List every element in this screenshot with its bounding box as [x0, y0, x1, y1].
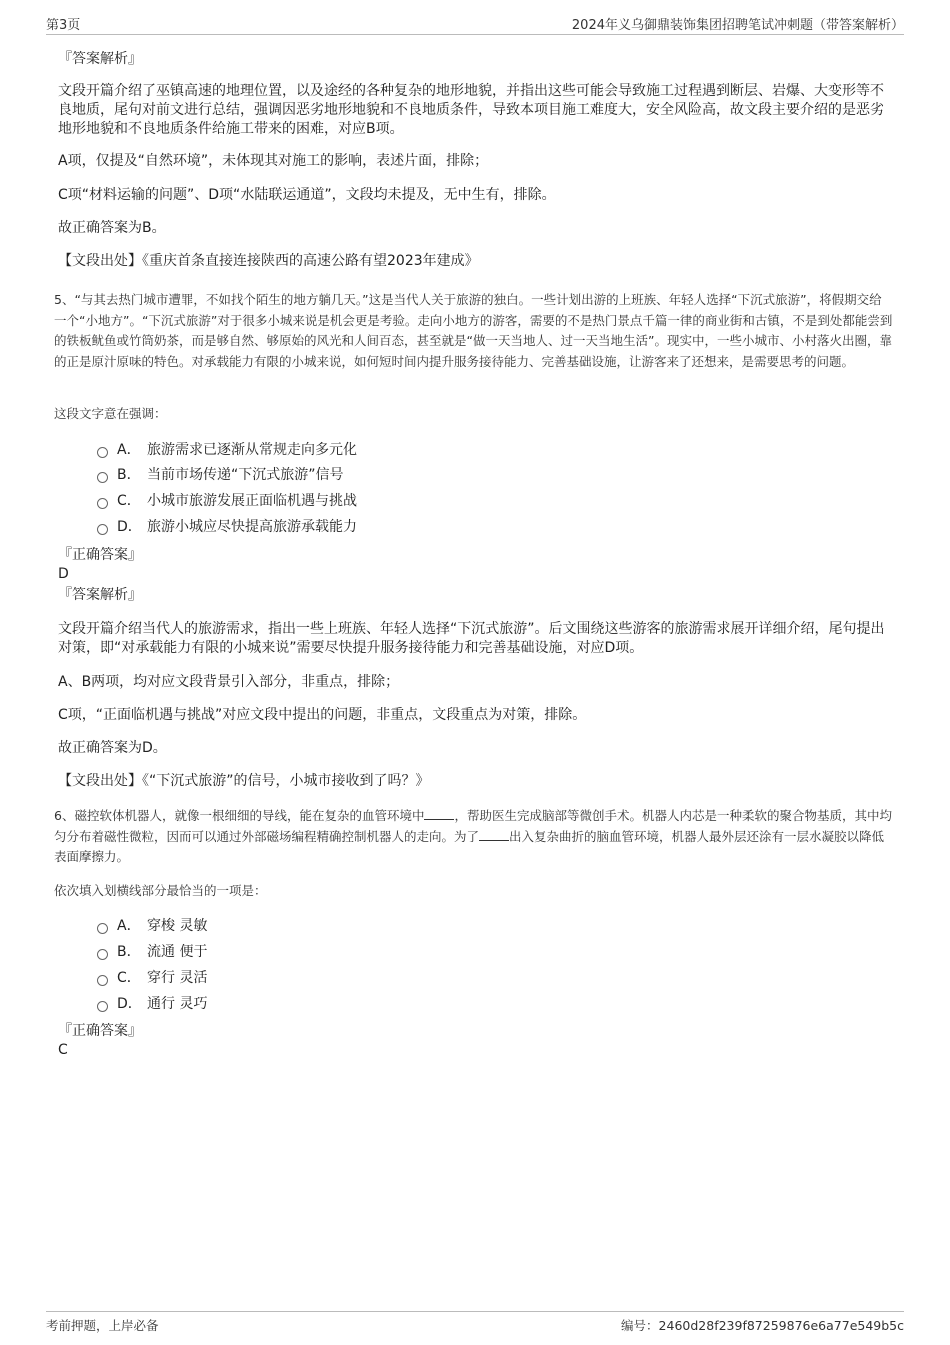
q6-option-c[interactable]: C． 穿行 灵活 [97, 969, 207, 988]
q5-option-d[interactable]: D． 旅游小城应尽快提高旅游承载能力 [97, 518, 357, 537]
q5-analysis-text: 文段开篇介绍当代人的旅游需求，指出一些上班族、年轻人选择“下沉式旅游”。后文围绕这些游客的旅游需求展开详细介绍，尾句提出对策，即“对承载能力有限的小城来说”需要尽快提升服务接待能力和完善基础设施，对应D项。 [58, 621, 885, 656]
q5-answer: D [58, 566, 69, 582]
radio-icon[interactable] [97, 975, 108, 986]
q5-stem: 5、“与其去热门城市遭罪，不如找个陌生的地方躺几天。”这是当代人关于旅游的独白。一些计划出游的上班族、年轻人选择“下沉式旅游”，将假期交给一个“小地方”。“下沉式旅游”对于很多小城来说是机会更是考验。走向小地方的游客，需要的不是热门景点千篇一律的商业街和古镇，不是到处都能尝到的铁板鱿鱼或竹筒奶茶，而是够自然、够原始的风光和人间百态，甚至就是“做一天当地人、过一天当地生活”。现实中，一些小城市、小村落火出圈，靠的正是原汁原味的特色。对承载能力有限的小城来说，如何短时间内提升服务接待能力、完善基础设施，让游客来了还想来，是需要思考的问题。 [54, 292, 893, 369]
page-footer [46, 1311, 904, 1334]
footer-slogan: 考前押题，上岸必备 [46, 1318, 159, 1333]
q6-option-a[interactable]: A． 穿梭 灵敏 [97, 917, 207, 936]
q5-prompt: 这段文字意在强调： [54, 406, 167, 421]
q4-analysis-text: 文段开篇介绍了巫镇高速的地理位置，以及途经的各种复杂的地形地貌，并指出这些可能会导致施工过程遇到断层、岩爆、大变形等不良地质，尾句对前文进行总结，强调因恶劣地形地貌和不良地质条件，导致本项目施工难度大，安全风险高，故文段主要介绍的是恶劣地形地貌和不良地质条件给施工带来的困难，对应B项。 [58, 83, 884, 137]
document-title: 2024年义乌御鼎装饰集团招聘笔试冲刺题（带答案解析） [571, 18, 904, 33]
q5-answer-label: 『正确答案』 [58, 547, 142, 563]
page-number: 第3页 [46, 18, 81, 33]
q5-conclusion: 故正确答案为D。 [58, 740, 167, 756]
q6-answer-label: 『正确答案』 [58, 1023, 142, 1039]
q4-option-a-note: A项，仅提及“自然环境”，未体现其对施工的影响，表述片面，排除； [58, 153, 489, 169]
q6-prompt: 依次填入划横线部分最恰当的一项是： [54, 883, 267, 898]
q4-source: 【文段出处】《重庆首条直接连接陕西的高速公路有望2023年建成》 [58, 253, 479, 269]
radio-icon[interactable] [97, 447, 108, 458]
q4-conclusion: 故正确答案为B。 [58, 220, 166, 236]
q5-option-c-note: C项，“正面临机遇与挑战”对应文段中提出的问题，非重点，文段重点为对策，排除。 [58, 707, 587, 723]
radio-icon[interactable] [97, 524, 108, 535]
q4-analysis-label: 『答案解析』 [58, 51, 142, 67]
radio-icon[interactable] [97, 923, 108, 934]
q5-option-ab-note: A、B两项，均对应文段背景引入部分，非重点，排除； [58, 674, 400, 690]
page-header [46, 14, 904, 35]
q5-option-a[interactable]: A． 旅游需求已逐渐从常规走向多元化 [97, 441, 357, 460]
q6-option-d[interactable]: D． 通行 灵巧 [97, 995, 207, 1014]
radio-icon[interactable] [97, 498, 108, 509]
q5-source: 【文段出处】《“下沉式旅游”的信号，小城市接收到了吗？》 [58, 773, 430, 789]
blank-line [424, 807, 454, 820]
radio-icon[interactable] [97, 949, 108, 960]
q6-answer: C [58, 1042, 68, 1058]
q4-option-cd-note: C项“材料运输的问题”、D项“水陆联运通道”，文段均未提及，无中生有，排除。 [58, 187, 556, 203]
radio-icon[interactable] [97, 472, 108, 483]
q6-option-b[interactable]: B． 流通 便于 [97, 943, 207, 962]
q5-option-b[interactable]: B． 当前市场传递“下沉式旅游”信号 [97, 466, 344, 485]
blank-line [479, 828, 509, 841]
radio-icon[interactable] [97, 1001, 108, 1012]
footer-code: 编号：2460d28f239f87259876e6a77e549b5c [621, 1318, 904, 1333]
q5-analysis-label: 『答案解析』 [58, 587, 142, 603]
q6-stem: 6、磁控软体机器人，就像一根细细的导线，能在复杂的血管环境中 ，帮助医生完成脑部等微创手术。机器人内芯是一种柔软的聚合物基质，其中均匀分布着磁性微粒，因而可以通过外部磁场编程精确控制机器人的走向。为了 出入复杂曲折的脑血管环境，机器人最外层还涂有一层水凝胶以降低表面摩擦力。 [54, 808, 892, 864]
q5-option-c[interactable]: C． 小城市旅游发展正面临机遇与挑战 [97, 492, 357, 511]
